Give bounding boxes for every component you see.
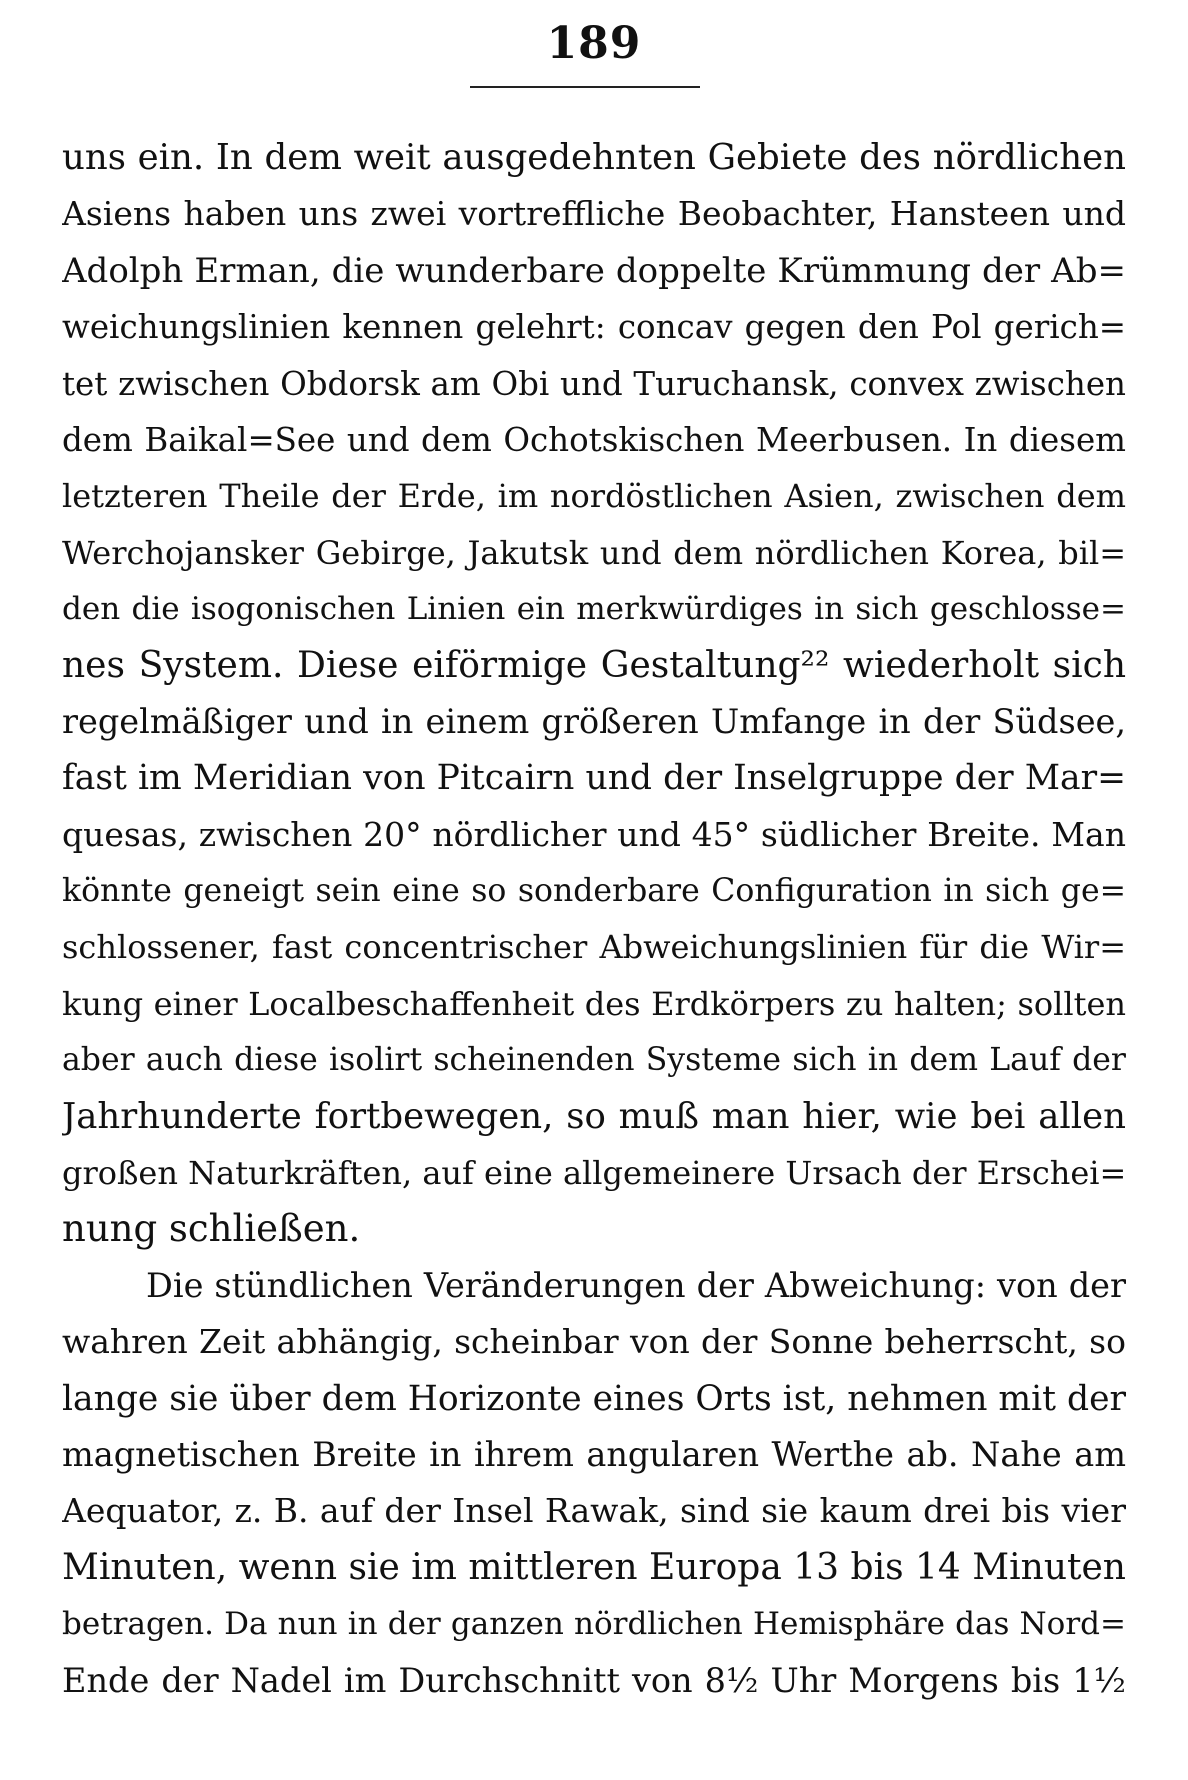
text-line: tet zwischen Obdorsk am Obi und Turuchansk, convex zwischen — [62, 364, 1126, 403]
text-line: Aequator, z. B. auf der Insel Rawak, sind sie kaum drei bis vier — [62, 1491, 1126, 1531]
text-line: Jahrhunderte fortbewegen, so muß man hier, wie bei allen — [62, 1095, 1126, 1137]
text-line: den die isogonischen Linien ein merkwürdiges in sich geschlosse= — [62, 591, 1126, 628]
text-line: wahren Zeit abhängig, scheinbar von der Sonne beherrscht, so — [62, 1322, 1126, 1362]
text-line: fast im Meridian von Pitcairn und der Inselgruppe der Mar= — [62, 758, 1126, 799]
text-line: magnetischen Breite in ihrem angularen Werthe ab. Nahe am — [62, 1434, 1126, 1474]
text-line: lange sie über dem Horizonte eines Orts ist, nehmen mit der — [62, 1378, 1126, 1419]
text-line: Werchojansker Gebirge, Jakutsk und dem nördlichen Korea, bil= — [62, 533, 1126, 572]
text-line: könnte geneigt sein eine so sonderbare Configuration in sich ge= — [62, 873, 1126, 910]
text-line: aber auch diese isolirt scheinenden Systeme sich in dem Lauf der — [62, 1042, 1126, 1079]
text-line: großen Naturkräften, auf eine allgemeinere Ursach der Erschei= — [62, 1154, 1126, 1193]
text-line: nes System. Diese eiförmige Gestaltung²² wiederholt sich — [62, 644, 1126, 686]
text-line: Adolph Erman, die wunderbare doppelte Krümmung der Ab= — [62, 250, 1126, 291]
text-line: kung einer Localbeschaffenheit des Erdkörpers zu halten; sollten — [62, 984, 1126, 1023]
text-line: Die stündlichen Veränderungen der Abweichung: von der — [146, 1265, 1126, 1305]
text-line: letzteren Theile der Erde, im nordöstlichen Asien, zwischen dem — [62, 477, 1126, 516]
header-rule — [470, 86, 700, 88]
text-line: schlossener, fast concentrischer Abweichungslinien für die Wir= — [62, 928, 1126, 967]
body-text — [62, 130, 1126, 1709]
text-line: Asiens haben uns zwei vortreffliche Beobachter, Hansteen und — [62, 194, 1126, 234]
text-line: betragen. Da nun in der ganzen nördlichen Hemisphäre das Nord= — [62, 1606, 1126, 1643]
text-line: uns ein. In dem weit ausgedehnten Gebiete des nördlichen — [62, 137, 1126, 178]
text-line: regelmäßiger und in einem größeren Umfange in der Südsee, — [62, 701, 1126, 741]
page-number: 189 — [546, 18, 642, 69]
text-line: Minuten, wenn sie im mittleren Europa 13 bis 14 Minuten — [62, 1546, 1126, 1588]
text-line: Ende der Nadel im Durchschnitt von 8½ Uhr Morgens bis 1½ — [62, 1660, 1126, 1700]
text-line: quesas, zwischen 20° nördlicher und 45° südlicher Breite. Man — [62, 814, 1126, 854]
text-line: dem Baikal=See und dem Ochotskischen Meerbusen. In diesem — [62, 420, 1126, 459]
text-line: weichungslinien kennen gelehrt: concav gegen den Pol gerich= — [62, 308, 1126, 347]
text-line: nung schließen. — [62, 1207, 361, 1251]
